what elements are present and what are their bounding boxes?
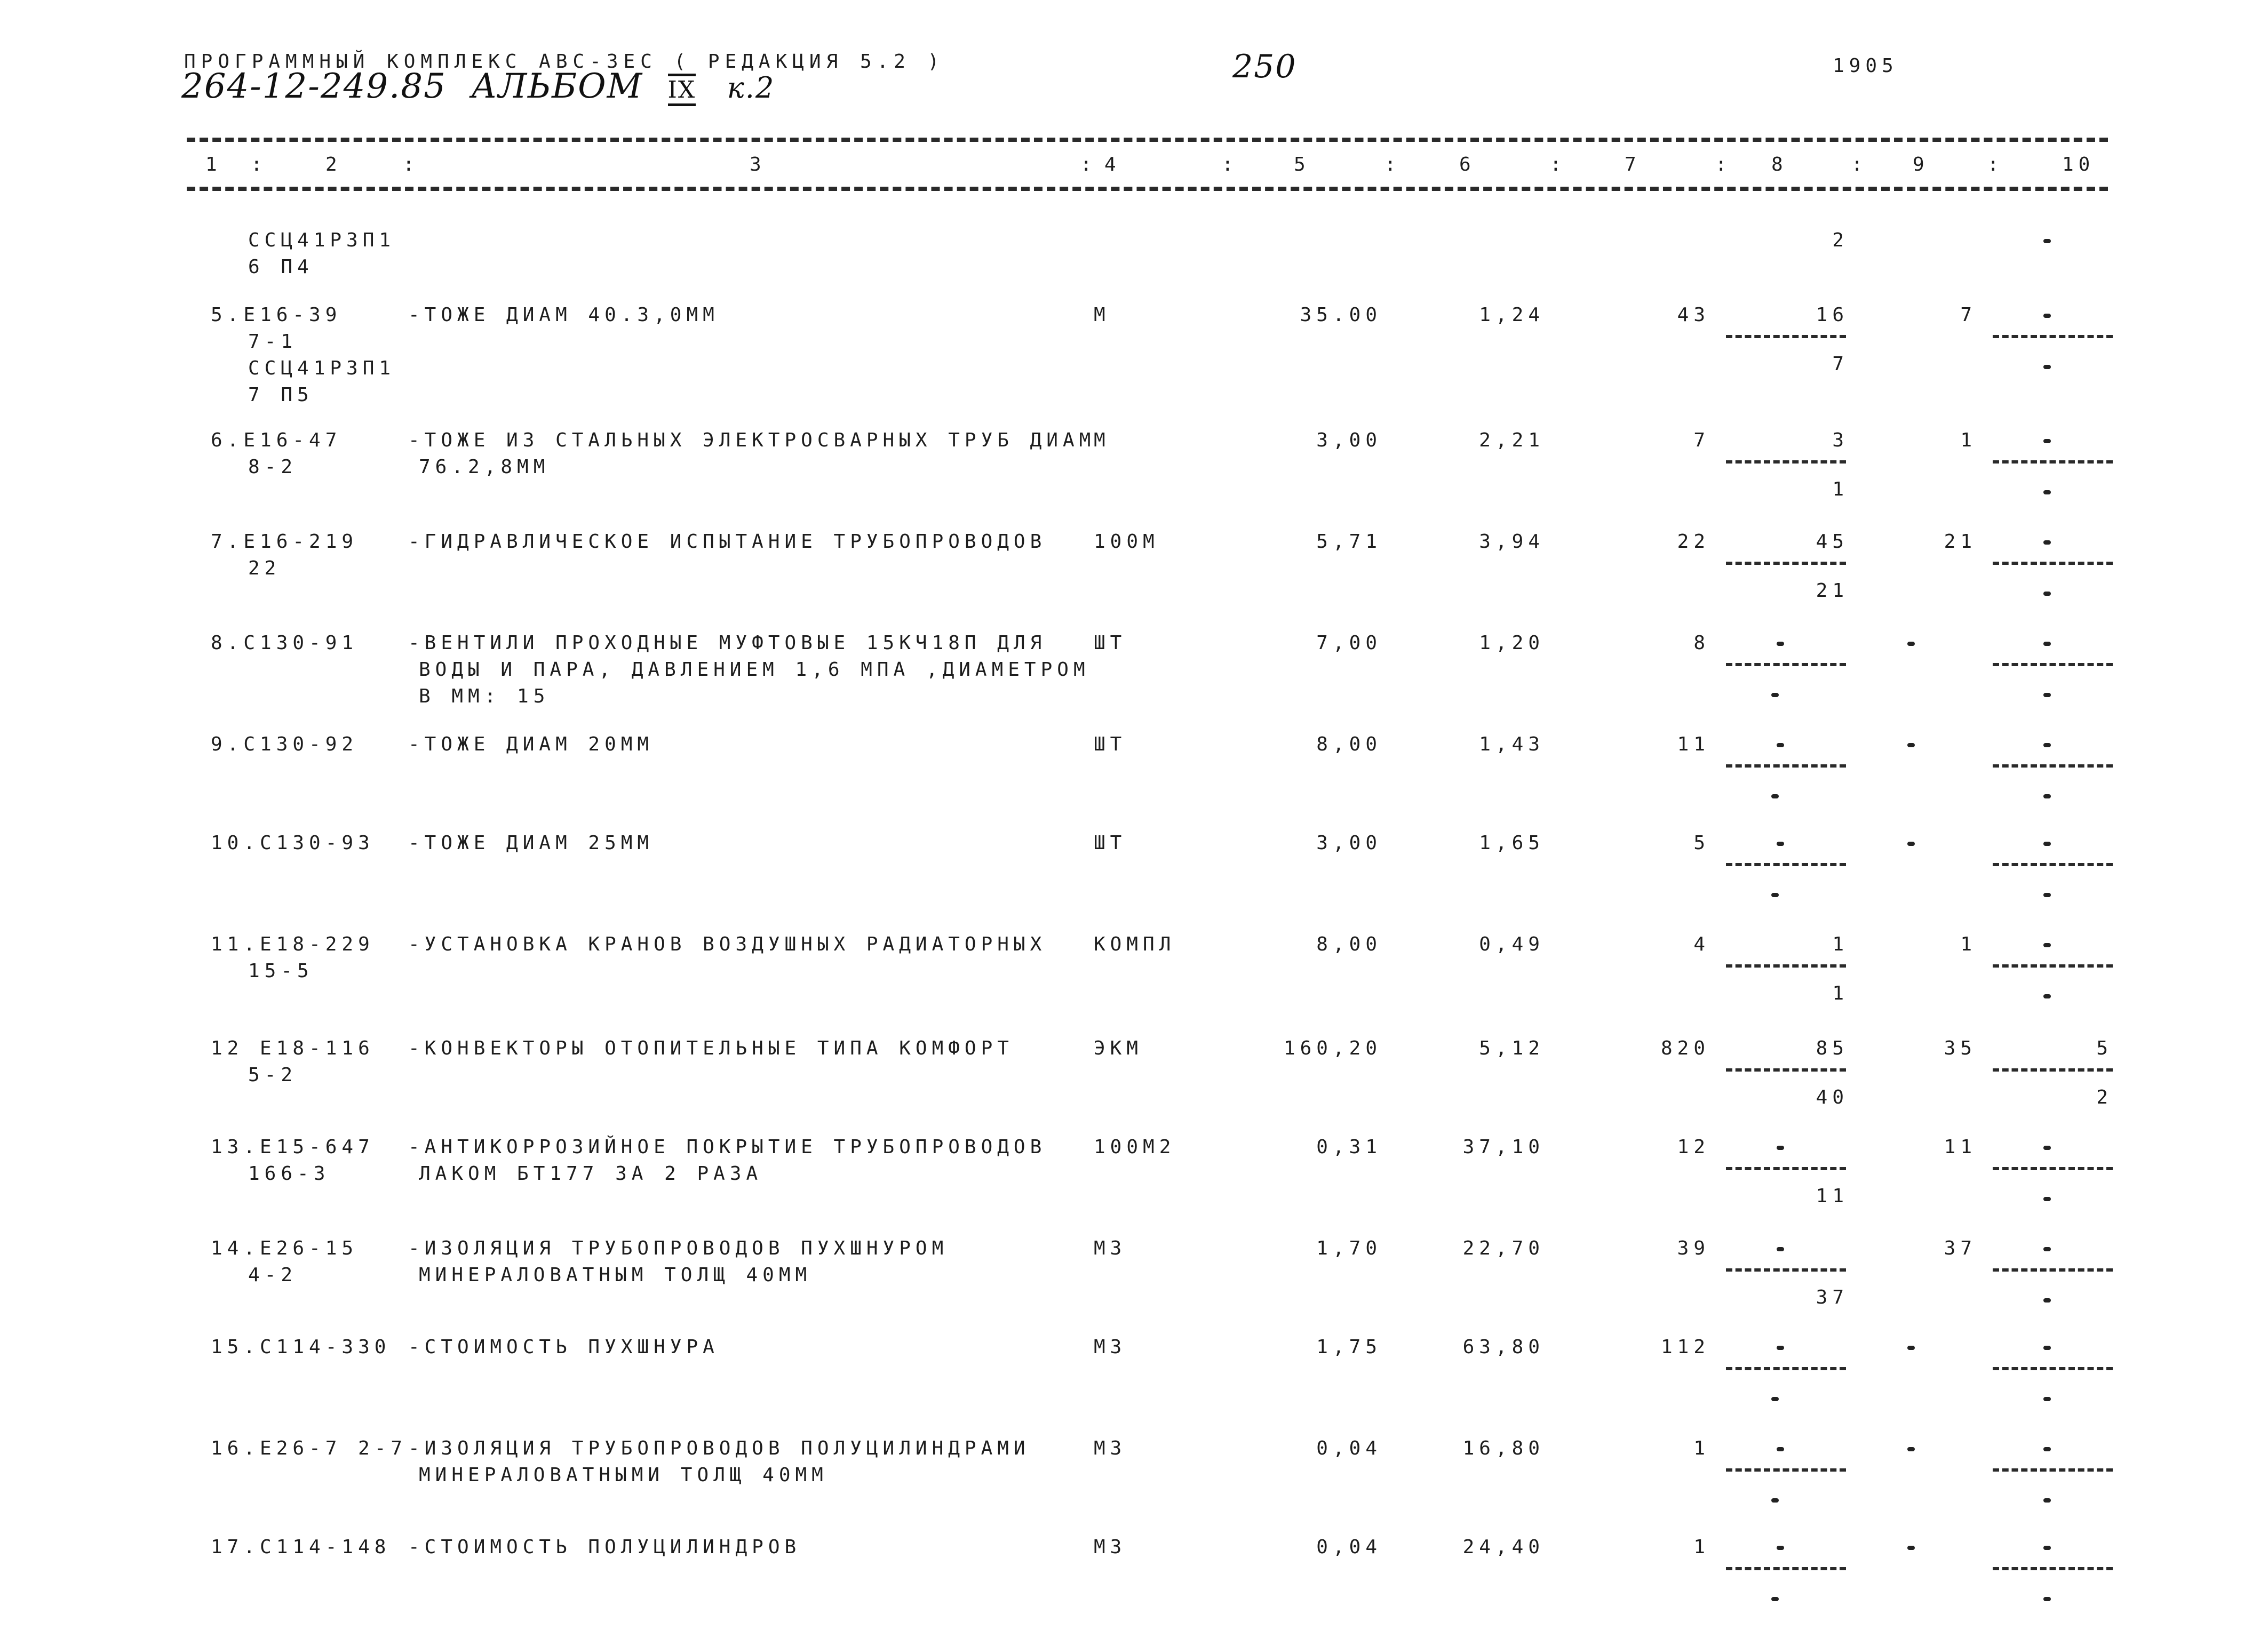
year-label: 1905 bbox=[1833, 55, 1898, 77]
row-code: 15-5 bbox=[248, 960, 314, 982]
row-unit-price: 1,24 bbox=[1479, 304, 1545, 326]
col8-fraction-rule bbox=[1726, 460, 1846, 464]
col9-value: 7 bbox=[1960, 304, 1977, 326]
col8-top-dash bbox=[1777, 1247, 1784, 1251]
col10-bottom-dash bbox=[2043, 1597, 2051, 1601]
row-quantity: 0,31 bbox=[1316, 1136, 1382, 1158]
row-unit-price: 1,65 bbox=[1479, 832, 1545, 854]
col8-fraction-rule bbox=[1726, 1367, 1846, 1370]
row-unit: М3 bbox=[1094, 1336, 1127, 1358]
col8-fraction-rule bbox=[1726, 1567, 1846, 1570]
row-code: ССЦ41Р3П1 bbox=[248, 357, 396, 379]
album-part: к.2 bbox=[727, 71, 775, 105]
row-code: 4-2 bbox=[248, 1264, 298, 1286]
col10-bottom-dash bbox=[2043, 893, 2051, 897]
row-quantity: 35.00 bbox=[1300, 304, 1382, 326]
col10-bottom-dash bbox=[2043, 365, 2051, 369]
col8-bottom-dash bbox=[1771, 893, 1779, 897]
col10-top-dash bbox=[2043, 1146, 2051, 1150]
row-unit-price: 5,12 bbox=[1479, 1037, 1545, 1059]
col9-value: 37 bbox=[1944, 1237, 1977, 1259]
row-description: 76.2,8ММ bbox=[419, 456, 550, 478]
col8-fraction-rule bbox=[1726, 964, 1846, 968]
row-total: 8 bbox=[1693, 632, 1710, 654]
row-quantity: 160,20 bbox=[1283, 1037, 1382, 1059]
row-quantity: 5,71 bbox=[1316, 531, 1382, 553]
col10-top-dash bbox=[2043, 239, 2051, 243]
col10-bottom-dash bbox=[2043, 592, 2051, 596]
column-header-8: 8 bbox=[1771, 154, 1788, 175]
col10-fraction-rule bbox=[1993, 562, 2113, 565]
col8-top-dash bbox=[1777, 842, 1784, 846]
col8-fraction-rule bbox=[1726, 1068, 1846, 1072]
row-code: 12 Е18-116 bbox=[211, 1037, 375, 1059]
col10-top-dash bbox=[2043, 1247, 2051, 1251]
col8-fraction-rule bbox=[1726, 764, 1846, 768]
row-quantity: 3,00 bbox=[1316, 832, 1382, 854]
col10-bottom: 2 bbox=[2096, 1086, 2113, 1108]
row-description: -СТОИМОСТЬ ПОЛУЦИЛИНДРОВ bbox=[408, 1536, 801, 1558]
row-unit: М bbox=[1094, 304, 1110, 326]
row-description: -ВЕНТИЛИ ПРОХОДНЫЕ МУФТОВЫЕ 15КЧ18П ДЛЯ bbox=[408, 632, 1047, 654]
album-roman: IX bbox=[668, 74, 696, 106]
col10-bottom-dash bbox=[2043, 794, 2051, 798]
row-total: 12 bbox=[1677, 1136, 1710, 1158]
col10-bottom-dash bbox=[2043, 693, 2051, 697]
col10-bottom-dash bbox=[2043, 1298, 2051, 1303]
col10-top-dash bbox=[2043, 439, 2051, 443]
col10-fraction-rule bbox=[1993, 1167, 2113, 1170]
row-unit: ЭКМ bbox=[1094, 1037, 1143, 1059]
col8-top-dash bbox=[1777, 1447, 1784, 1451]
col10-top-dash bbox=[2043, 1447, 2051, 1451]
row-code: 11.Е18-229 bbox=[211, 933, 375, 955]
row-unit: М3 bbox=[1094, 1536, 1127, 1558]
row-total: 1 bbox=[1693, 1437, 1710, 1459]
row-code: 8-2 bbox=[248, 456, 298, 478]
row-unit-price: 63,80 bbox=[1462, 1336, 1545, 1358]
row-description: -ТОЖЕ ДИАМ 25ММ bbox=[408, 832, 654, 854]
row-total: 43 bbox=[1677, 304, 1710, 326]
row-code: 15.С114-330 bbox=[211, 1336, 391, 1358]
row-code: 13.Е15-647 bbox=[211, 1136, 375, 1158]
col8-bottom: 40 bbox=[1816, 1086, 1849, 1108]
row-code: 10.С130-93 bbox=[211, 832, 375, 854]
row-quantity: 7,00 bbox=[1316, 632, 1382, 654]
row-quantity: 8,00 bbox=[1316, 733, 1382, 755]
row-description: -ИЗОЛЯЦИЯ ТРУБОПРОВОДОВ ПУХШНУРОМ bbox=[408, 1237, 949, 1259]
col10-fraction-rule bbox=[1993, 1268, 2113, 1272]
row-code: 9.С130-92 bbox=[211, 733, 359, 755]
col8-top: 1 bbox=[1832, 933, 1849, 955]
col10-fraction-rule bbox=[1993, 1068, 2113, 1072]
col10-top-dash bbox=[2043, 1546, 2051, 1550]
col8-top: 85 bbox=[1816, 1037, 1849, 1059]
column-header-3: 3 bbox=[750, 154, 766, 175]
column-separator: : bbox=[1550, 154, 1566, 175]
col10-fraction-rule bbox=[1993, 460, 2113, 464]
column-header-10: 10 bbox=[2062, 154, 2095, 175]
row-unit: ШТ bbox=[1094, 632, 1127, 654]
col10-fraction-rule bbox=[1993, 1468, 2113, 1472]
column-separator: : bbox=[1987, 154, 2004, 175]
col9-value: 11 bbox=[1944, 1136, 1977, 1158]
row-quantity: 0,04 bbox=[1316, 1536, 1382, 1558]
row-unit: ШТ bbox=[1094, 733, 1127, 755]
row-description: МИНЕРАЛОВАТНЫМ ТОЛЩ 40ММ bbox=[419, 1264, 812, 1286]
col10-bottom-dash bbox=[2043, 490, 2051, 494]
row-code: 17.С114-148 bbox=[211, 1536, 391, 1558]
col8-bottom: 7 bbox=[1832, 353, 1849, 375]
row-unit-price: 37,10 bbox=[1462, 1136, 1545, 1158]
row-unit-price: 22,70 bbox=[1462, 1237, 1545, 1259]
col8-bottom-dash bbox=[1771, 794, 1779, 798]
col10-top-dash bbox=[2043, 743, 2051, 747]
row-total: 7 bbox=[1693, 429, 1710, 451]
row-total: 820 bbox=[1660, 1037, 1710, 1059]
col9-dash bbox=[1907, 1447, 1915, 1451]
col8-top-dash bbox=[1777, 1546, 1784, 1550]
row-code: 7 П5 bbox=[248, 384, 314, 406]
col9-dash bbox=[1907, 1346, 1915, 1350]
column-separator: : bbox=[1080, 154, 1097, 175]
row-code: 6 П4 bbox=[248, 256, 314, 278]
col9-dash bbox=[1907, 842, 1915, 846]
row-unit-price: 24,40 bbox=[1462, 1536, 1545, 1558]
column-header-5: 5 bbox=[1294, 154, 1310, 175]
col8-top-dash bbox=[1777, 1346, 1784, 1350]
col8-fraction-rule bbox=[1726, 1268, 1846, 1272]
row-description: ЛАКОМ БТ177 ЗА 2 РАЗА bbox=[419, 1163, 763, 1185]
col8-bottom-dash bbox=[1771, 1397, 1779, 1401]
col8-bottom: 21 bbox=[1816, 580, 1849, 602]
row-code: ССЦ41Р3П1 bbox=[248, 229, 396, 251]
row-code: 22 bbox=[248, 557, 281, 579]
col8-fraction-rule bbox=[1726, 562, 1846, 565]
col9-value: 35 bbox=[1944, 1037, 1977, 1059]
row-unit: ШТ bbox=[1094, 832, 1127, 854]
row-code: 14.Е26-15 bbox=[211, 1237, 359, 1259]
col10-top-dash bbox=[2043, 943, 2051, 947]
column-separator: : bbox=[1384, 154, 1401, 175]
row-quantity: 3,00 bbox=[1316, 429, 1382, 451]
row-description: -ГИДРАВЛИЧЕСКОЕ ИСПЫТАНИЕ ТРУБОПРОВОДОВ bbox=[408, 531, 1047, 553]
col8-top: 3 bbox=[1832, 429, 1849, 451]
col8-top-dash bbox=[1777, 743, 1784, 747]
col10-top-dash bbox=[2043, 1346, 2051, 1350]
row-unit: М3 bbox=[1094, 1237, 1127, 1259]
col10-fraction-rule bbox=[1993, 335, 2113, 338]
row-code: 166-3 bbox=[248, 1163, 330, 1185]
col9-dash bbox=[1907, 743, 1915, 747]
col10-bottom-dash bbox=[2043, 1498, 2051, 1503]
row-quantity: 1,70 bbox=[1316, 1237, 1382, 1259]
album-code: 264-12-249.85 bbox=[181, 67, 447, 106]
row-code: 5-2 bbox=[248, 1064, 298, 1086]
col8-bottom-dash bbox=[1771, 693, 1779, 697]
row-code: 5.Е16-39 bbox=[211, 304, 342, 326]
row-unit-price: 2,21 bbox=[1479, 429, 1545, 451]
col9-value: 21 bbox=[1944, 531, 1977, 553]
column-separator: : bbox=[403, 154, 419, 175]
col8-fraction-rule bbox=[1726, 335, 1846, 338]
col8-fraction-rule bbox=[1726, 863, 1846, 866]
col10-top-dash bbox=[2043, 642, 2051, 646]
column-header-2: 2 bbox=[325, 154, 342, 175]
col10-top-dash bbox=[2043, 314, 2051, 318]
row-code: 6.Е16-47 bbox=[211, 429, 342, 451]
row-unit-price: 0,49 bbox=[1479, 933, 1545, 955]
col10-fraction-rule bbox=[1993, 1567, 2113, 1570]
col8-fraction-rule bbox=[1726, 663, 1846, 666]
row-unit-price: 16,80 bbox=[1462, 1437, 1545, 1459]
column-separator: : bbox=[1222, 154, 1238, 175]
col9-value: 1 bbox=[1960, 429, 1977, 451]
row-quantity: 8,00 bbox=[1316, 933, 1382, 955]
row-quantity: 0,04 bbox=[1316, 1437, 1382, 1459]
column-header-7: 7 bbox=[1625, 154, 1641, 175]
col8-top-dash bbox=[1777, 642, 1784, 646]
row-unit: М bbox=[1094, 429, 1110, 451]
row-description: -СТОИМОСТЬ ПУХШНУРА bbox=[408, 1336, 719, 1358]
row-total: 112 bbox=[1660, 1336, 1710, 1358]
row-total: 1 bbox=[1693, 1536, 1710, 1558]
row-code: 7.Е16-219 bbox=[211, 531, 359, 553]
col9-dash bbox=[1907, 642, 1915, 646]
page-number: 250 bbox=[1232, 48, 1297, 85]
row-description: В ММ: 15 bbox=[419, 685, 550, 707]
col10-fraction-rule bbox=[1993, 764, 2113, 768]
row-description: МИНЕРАЛОВАТНЫМИ ТОЛЩ 40ММ bbox=[419, 1464, 828, 1486]
row-description: -ТОЖЕ ДИАМ 40.3,0ММ bbox=[408, 304, 719, 326]
col10-fraction-rule bbox=[1993, 1367, 2113, 1370]
column-header-4: 4 bbox=[1104, 154, 1121, 175]
col8-bottom: 37 bbox=[1816, 1287, 1849, 1308]
row-code: 8.С130-91 bbox=[211, 632, 359, 654]
column-header-1: 1 bbox=[205, 154, 222, 175]
column-separator: : bbox=[1851, 154, 1868, 175]
row-total: 22 bbox=[1677, 531, 1710, 553]
col10-bottom-dash bbox=[2043, 1197, 2051, 1201]
row-unit: М3 bbox=[1094, 1437, 1127, 1459]
row-total: 11 bbox=[1677, 733, 1710, 755]
col8-top: 45 bbox=[1816, 531, 1849, 553]
column-separator: : bbox=[251, 154, 267, 175]
col10-fraction-rule bbox=[1993, 964, 2113, 968]
col8-bottom-dash bbox=[1771, 1498, 1779, 1503]
row-unit-price: 1,43 bbox=[1479, 733, 1545, 755]
col10-bottom-dash bbox=[2043, 1397, 2051, 1401]
col8-bottom: 11 bbox=[1816, 1185, 1849, 1207]
row-description: ВОДЫ И ПАРА, ДАВЛЕНИЕМ 1,6 МПА ,ДИАМЕТРОМ bbox=[419, 659, 1090, 681]
col10-fraction-rule bbox=[1993, 663, 2113, 666]
col10-bottom-dash bbox=[2043, 994, 2051, 998]
col8-bottom: 1 bbox=[1832, 982, 1849, 1004]
row-unit: КОМПЛ bbox=[1094, 933, 1176, 955]
col10-top-dash bbox=[2043, 540, 2051, 545]
row-unit: 100М bbox=[1094, 531, 1159, 553]
col9-value: 1 bbox=[1960, 933, 1977, 955]
row-description: -АНТИКОРРОЗИЙНОЕ ПОКРЫТИЕ ТРУБОПРОВОДОВ bbox=[408, 1136, 1047, 1158]
col8-fraction-rule bbox=[1726, 1167, 1846, 1170]
row-unit-price: 3,94 bbox=[1479, 531, 1545, 553]
row-description: -КОНВЕКТОРЫ ОТОПИТЕЛЬНЫЕ ТИПА КОМФОРТ bbox=[408, 1037, 1014, 1059]
col8-top-dash bbox=[1777, 1146, 1784, 1150]
program-title: ПРОГРАММНЫЙ КОМПЛЕКС АВС-ЗЕС ( РЕДАКЦИЯ 5.2 ) bbox=[184, 51, 945, 73]
album-word: АЛЬБОМ bbox=[471, 67, 643, 106]
column-header-9: 9 bbox=[1913, 154, 1929, 175]
col10-top: 5 bbox=[2096, 1037, 2113, 1059]
row-code: 16.Е26-7 2-7 bbox=[211, 1437, 408, 1459]
col8-bottom: 1 bbox=[1832, 478, 1849, 500]
col8-top: 16 bbox=[1816, 304, 1849, 326]
col9-dash bbox=[1907, 1546, 1915, 1550]
col10-top-dash bbox=[2043, 842, 2051, 846]
row-quantity: 1,75 bbox=[1316, 1336, 1382, 1358]
column-header-6: 6 bbox=[1459, 154, 1476, 175]
column-separator: : bbox=[1715, 154, 1732, 175]
row-description: -ТОЖЕ ДИАМ 20ММ bbox=[408, 733, 654, 755]
col8-fraction-rule bbox=[1726, 1468, 1846, 1472]
col8-bottom-dash bbox=[1771, 1597, 1779, 1601]
row-description: -ТОЖЕ ИЗ СТАЛЬНЫХ ЭЛЕКТРОСВАРНЫХ ТРУБ ДИАМ bbox=[408, 429, 1096, 451]
row-description: -УСТАНОВКА КРАНОВ ВОЗДУШНЫХ РАДИАТОРНЫХ bbox=[408, 933, 1047, 955]
row-total: 39 bbox=[1677, 1237, 1710, 1259]
col10-fraction-rule bbox=[1993, 863, 2113, 866]
col8-top: 2 bbox=[1832, 229, 1849, 251]
row-unit: 100М2 bbox=[1094, 1136, 1176, 1158]
row-total: 5 bbox=[1693, 832, 1710, 854]
row-code: 7-1 bbox=[248, 331, 298, 353]
row-unit-price: 1,20 bbox=[1479, 632, 1545, 654]
row-description: -ИЗОЛЯЦИЯ ТРУБОПРОВОДОВ ПОЛУЦИЛИНДРАМИ bbox=[408, 1437, 1030, 1459]
row-total: 4 bbox=[1693, 933, 1710, 955]
